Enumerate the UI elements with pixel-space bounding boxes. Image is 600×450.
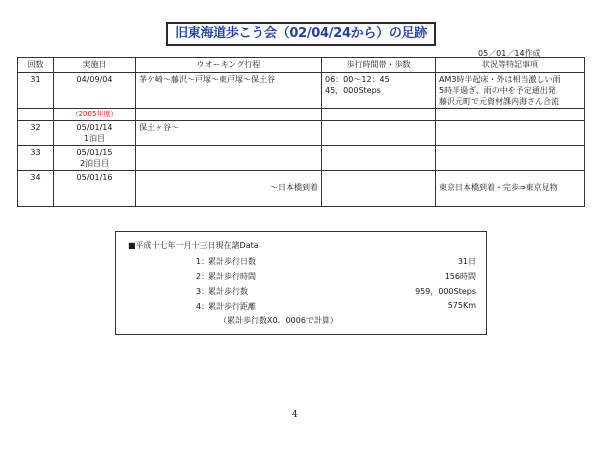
row-route: 茅ケ崎～藤沢～戸塚～東戸塚～保土谷 — [136, 73, 322, 109]
stats-item — [116, 301, 488, 313]
stats-item-value: 31日 — [457, 257, 476, 266]
row-steps: 45，000Steps — [325, 86, 381, 95]
row-stay: 1泊目 — [83, 134, 106, 143]
page-number: 4 — [292, 410, 298, 420]
header-notes: 状況等特記事項 — [436, 58, 585, 73]
table-row — [18, 121, 585, 146]
table-row — [18, 171, 585, 207]
stats-item-label: 累計歩行日数 — [208, 257, 256, 266]
row-number: 31 — [18, 73, 54, 109]
row-route: 保土ヶ谷～ — [136, 121, 322, 146]
year-note: （2005年度） — [54, 109, 136, 121]
row-date — [54, 121, 136, 146]
stats-header: ■平成十七年一月十三日現在諸Data — [128, 241, 259, 250]
header-time-steps: 歩行時間帯・歩数 — [322, 58, 436, 73]
header-route: ウオーキング行程 — [136, 58, 322, 73]
row-number: 33 — [18, 146, 54, 171]
row-notes — [436, 73, 585, 109]
stats-item-number: 3： — [196, 287, 210, 296]
row-date-value: 05/01/15 — [76, 148, 113, 157]
row-stay: 2泊目目 — [79, 159, 110, 168]
stats-item-value: 575Km — [447, 301, 476, 310]
walking-log-table — [17, 57, 585, 207]
row-number: 32 — [18, 121, 54, 146]
stats-box — [115, 231, 487, 335]
stats-item — [116, 286, 488, 298]
row-notes — [436, 146, 585, 171]
row-date: 04/09/04 — [54, 73, 136, 109]
row-date: 05/01/16 — [54, 171, 136, 207]
note-line: AM3時半起床・外は相当激しい雨 — [439, 75, 561, 84]
row-route — [136, 146, 322, 171]
stats-item-number: 1： — [196, 257, 210, 266]
table-row — [18, 73, 585, 109]
row-route — [136, 171, 322, 207]
row-notes — [436, 171, 585, 207]
row-route-value: ～日本橋到着 — [270, 183, 318, 192]
stats-item — [116, 271, 488, 283]
note-line: 東京日本橋到着・完歩⇒東京見物 — [439, 183, 558, 192]
header-count: 回数 — [18, 58, 54, 73]
stats-item-number: 2： — [196, 272, 210, 281]
stats-item-number: 4： — [196, 302, 210, 311]
created-date: 05／01／14作成 — [478, 49, 541, 58]
row-time-steps — [322, 171, 436, 207]
stats-item-label: 累計歩行数 — [208, 287, 248, 296]
stats-item-value: 959，000Steps — [415, 287, 476, 296]
row-time-steps — [322, 146, 436, 171]
row-time-steps — [322, 73, 436, 109]
stats-item-value: 156時間 — [444, 272, 476, 281]
note-line: 5時半過ぎ、雨の中を予定通出発 — [439, 86, 556, 95]
row-date-value: 05/01/14 — [76, 123, 113, 132]
year-note-row — [18, 109, 585, 121]
header-date: 実施日 — [54, 58, 136, 73]
page-title: 旧東海道歩こう会（02/04/24から）の足跡 — [166, 22, 436, 46]
table-header-row — [18, 58, 585, 73]
stats-item-label: 累計歩行距離 — [208, 302, 256, 311]
stats-item-label: 累計歩行時間 — [208, 272, 256, 281]
note-line: 藤沢元町で元資材課内海さん合流 — [439, 97, 559, 106]
table-row — [18, 146, 585, 171]
row-time: 06：00～12：45 — [325, 75, 390, 84]
stats-item — [116, 256, 488, 268]
row-number: 34 — [18, 171, 54, 207]
row-notes — [436, 121, 585, 146]
row-time-steps — [322, 121, 436, 146]
row-date — [54, 146, 136, 171]
stats-footnote: （累計歩行数X0．0006で計算） — [219, 316, 338, 325]
